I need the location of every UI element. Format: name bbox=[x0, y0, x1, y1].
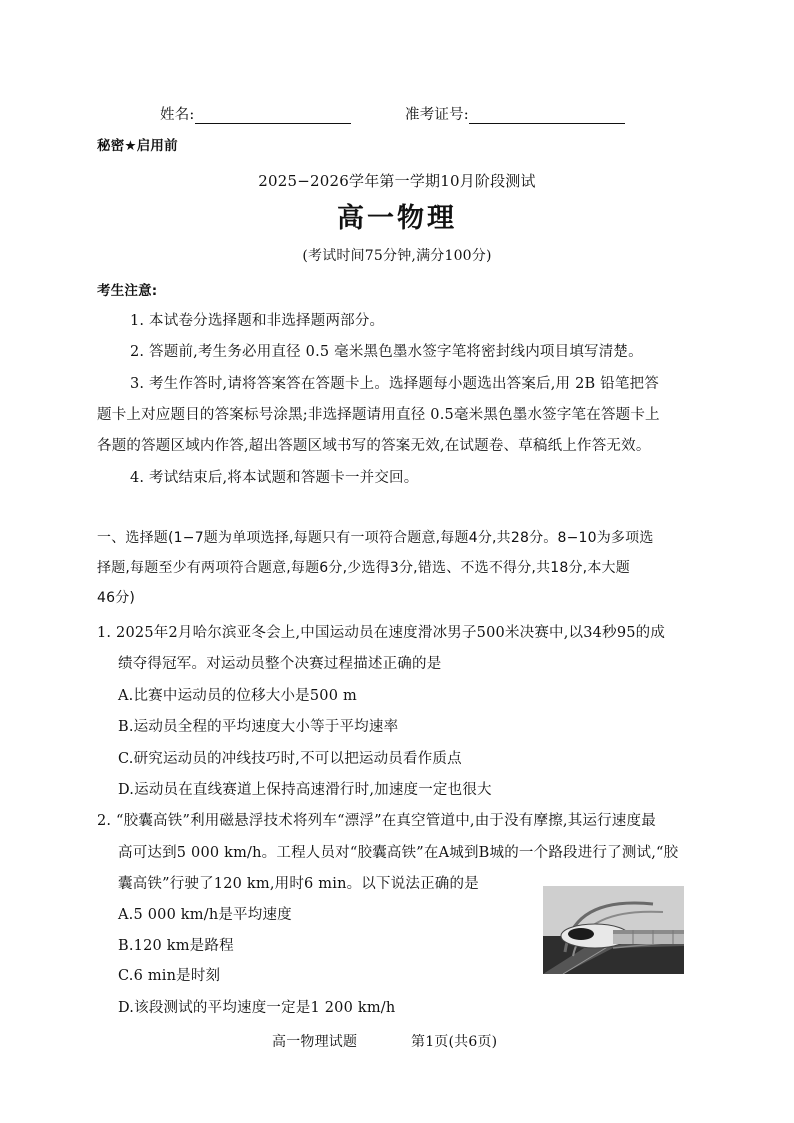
capsule-train-image bbox=[543, 886, 684, 974]
notice-heading: 考生注意: bbox=[97, 283, 158, 299]
footer-page-number: 第1页(共6页) bbox=[411, 1034, 498, 1050]
q2-option-b: B.120 km是路程 bbox=[118, 938, 234, 954]
q2-option-c: C.6 min是时刻 bbox=[118, 968, 221, 984]
q1-option-c: C.研究运动员的冲线技巧时,不可以把运动员看作质点 bbox=[118, 751, 462, 767]
exam-id-input-line[interactable] bbox=[469, 109, 625, 124]
section1-instructions: 46分) bbox=[97, 590, 136, 606]
exam-id-field[interactable] bbox=[405, 103, 625, 124]
q1-stem: 1. 2025年2月哈尔滨亚冬会上,中国运动员在速度滑冰男子500米决赛中,以34秒95的成 bbox=[97, 625, 666, 641]
notice-item: 2. 答题前,考生务必用直径 0.5 毫米黑色墨水签字笔将密封线内项目填写清楚。 bbox=[130, 344, 643, 360]
secret-label: 秘密★启用前 bbox=[97, 138, 178, 154]
q2-option-a: A.5 000 km/h是平均速度 bbox=[118, 907, 292, 923]
notice-item: 4. 考试结束后,将本试题和答题卡一并交回。 bbox=[130, 470, 419, 486]
exam-period: 2025−2026学年第一学期10月阶段测试 bbox=[258, 172, 536, 190]
notice-item-cont: 各题的答题区域内作答,超出答题区域书写的答案无效,在试题卷、草稿纸上作答无效。 bbox=[97, 438, 651, 454]
section1-instructions: 一、选择题(1−7题为单项选择,每题只有一项符合题意,每题4分,共28分。8−10为多项选 bbox=[97, 530, 654, 546]
name-input-line[interactable] bbox=[195, 109, 351, 124]
q1-stem: 绩夺得冠军。对运动员整个决赛过程描述正确的是 bbox=[118, 656, 442, 672]
q2-option-d: D.该段测试的平均速度一定是1 200 km/h bbox=[118, 1000, 396, 1016]
subject-title: 高一物理 bbox=[337, 203, 457, 234]
q2-stem: 2. “胶囊高铁”利用磁悬浮技术将列车“漂浮”在真空管道中,由于没有摩擦,其运行速度最 bbox=[97, 813, 656, 829]
capsule-train-illustration bbox=[543, 886, 684, 974]
section1-instructions: 择题,每题至少有两项符合题意,每题6分,少选得3分,错选、不选不得分,共18分,本大题 bbox=[97, 560, 630, 576]
exam-id-label: 准考证号: bbox=[405, 107, 469, 123]
q1-option-a: A.比赛中运动员的位移大小是500 m bbox=[118, 688, 357, 704]
notice-item: 3. 考生作答时,请将答案答在答题卡上。选择题每小题选出答案后,用 2B 铅笔把答 bbox=[130, 376, 659, 392]
notice-item-cont: 题卡上对应题目的答案标号涂黑;非选择题请用直径 0.5毫米黑色墨水签字笔在答题卡上 bbox=[97, 407, 660, 423]
name-field[interactable] bbox=[160, 103, 351, 124]
q2-stem: 囊高铁”行驶了120 km,用时6 min。以下说法正确的是 bbox=[118, 876, 479, 892]
q1-option-d: D.运动员在直线赛道上保持高速滑行时,加速度一定也很大 bbox=[118, 782, 492, 798]
footer-subject: 高一物理试题 bbox=[272, 1034, 358, 1050]
notice-item: 1. 本试卷分选择题和非选择题两部分。 bbox=[130, 313, 385, 329]
q1-option-b: B.运动员全程的平均速度大小等于平均速率 bbox=[118, 719, 399, 735]
exam-info: (考试时间75分钟,满分100分) bbox=[302, 248, 492, 264]
name-label: 姓名: bbox=[160, 107, 195, 123]
q2-stem: 高可达到5 000 km/h。工程人员对“胶囊高铁”在A城到B城的一个路段进行了测试,“胶 bbox=[118, 845, 679, 861]
